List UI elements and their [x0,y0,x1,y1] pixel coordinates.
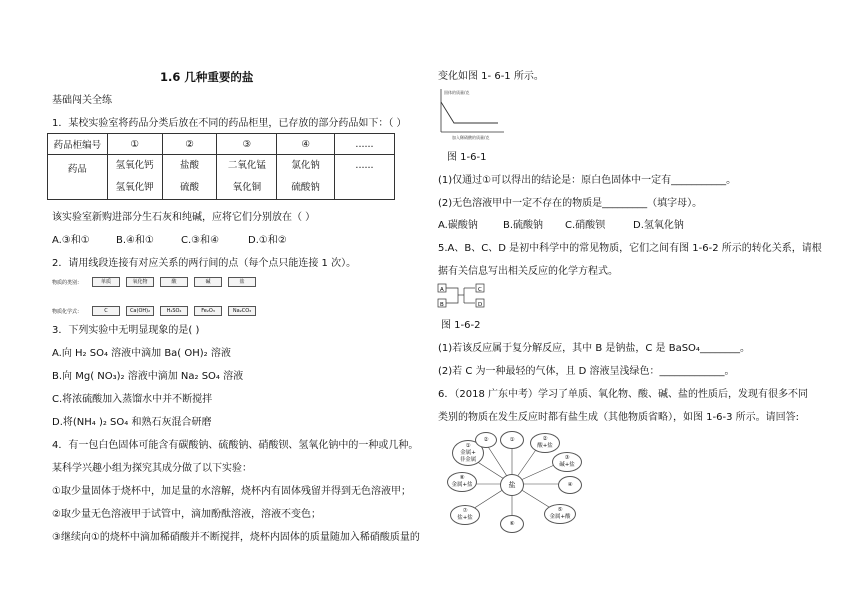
q5-line2: 据有关信息写出相关反应的化学方程式。 [438,266,618,277]
diagram-node: ⑧ 金属+盐 [447,472,477,492]
q5-stem: 5.A、B、C、D 是初中科学中的常见物质，它们之间有图 1-6-2 所示的转化关系，请根 [438,243,822,254]
figure-caption: 图 1-6-1 [447,152,487,163]
formula-box: H₂SO₄ [160,306,188,316]
q4-line2: 某科学兴趣小组为探究其成分做了以下实验： [52,463,252,474]
q4-subquestion: (2)无色溶液甲中一定不存在的物质是_________（填字母）。 [438,198,703,209]
q3-option: C.将浓硫酸加入蒸馏水中并不断搅拌 [52,394,213,405]
q4-step2: ②取少量无色溶液甲于试管中，滴加酚酞溶液，溶液不变色； [52,509,321,520]
q4-stem: 4．有一包白色固体可能含有碳酸钠、硫酸钠、硝酸钡、氢氧化钠中的一种或几种。 [52,440,419,451]
diagram-node: ⑦ 盐+盐 [450,505,480,525]
table-cell: 二氧化锰 氧化铜 [217,155,277,200]
table-header-cell: 药品柜编号 [48,134,108,155]
q5-subquestion: (2)若 C 为一种最轻的气体，且 D 溶液呈浅绿色：_____________。 [438,366,735,377]
table-header-cell: ③ [217,134,277,155]
category-box: 酸 [160,277,188,287]
letter-c: C [478,287,482,293]
letter-d: D [478,302,483,308]
q5-subquestion: (1)若该反应属于复分解反应，其中 B 是钠盐，C 是 BaSO₄________。 [438,343,750,354]
graph-y-label: 固体的质量/克 [444,90,470,95]
q6-line2: 类别的物质在发生反应时都有盐生成（其他物质省略），如图 1-6-3 所示。请回答: [438,412,800,423]
q4-step3: ③继续向①的烧杯中滴加稀硝酸并不断搅拌，烧杯内固体的质量随加入稀硝酸质量的 [52,532,420,543]
diagram-node: ④ [558,476,582,494]
category-box: 氧化物 [126,277,154,287]
formula-box: Ca(OH)₂ [126,306,154,316]
diagram-node: ① 金属+ 非金属 [452,440,484,466]
q1-option: D.①和② [248,235,287,246]
mass-graph [438,86,508,141]
q3-stem: 3．下列实验中无明显现象的是( ) [52,325,200,336]
q4-continuation: 变化如图 1- 6-1 所示。 [438,71,544,82]
section-heading: 基础闯关全练 [52,95,112,106]
q1-stem: 1．某校实验室将药品分类后放在不同的药品柜里，已存放的部分药品如下：（ ） [52,118,407,129]
q3-option: D.将(NH₄ )₂ SO₄ 和熟石灰混合研磨 [52,417,212,428]
q1-option: B.④和① [116,235,154,246]
center-salt-node: 盐 [500,474,524,496]
q4-subquestion: (1)仅通过①可以得出的结论是：原白色固体中一定有___________。 [438,175,737,186]
letter-a: A [440,287,444,293]
table-row-label: 药品 [48,155,108,200]
formula-row-label: 物质化学式： [52,308,83,315]
q4-option: B.硫酸钠 [503,220,544,231]
q4-option: C.硝酸钡 [565,220,606,231]
q4-option: A.碳酸钠 [438,220,478,231]
reactant-bracket [446,288,458,303]
category-box: 单质 [92,277,120,287]
formula-box: C [92,306,120,316]
category-box: 碱 [194,277,222,287]
table-cell: 氢氧化钙 氢氧化钾 [107,155,162,200]
graph-x-label: 加入稀硝酸的质量/克 [452,135,490,140]
q1-option: A.③和① [52,235,90,246]
q3-option: A.向 H₂ SO₄ 溶液中滴加 Ba( OH)₂ 溶液 [52,348,231,359]
table-cell: ...... [334,155,394,200]
figure-caption: 图 1-6-2 [441,320,481,331]
table-cell: 氯化钠 硫酸钠 [277,155,335,200]
q1-option: C.③和④ [181,235,220,246]
diagram-node: ② 酸+盐 [530,433,560,453]
q6-stem: 6．（2018 广东中考）学习了单质、氧化物、酸、碱、盐的性质后，发现有很多不同 [438,389,808,400]
diagram-node: ② [475,432,497,448]
table-header-cell: ① [107,134,162,155]
graph-curve [441,102,498,123]
diagram-node: ⑤ 金属+酸 [544,504,576,524]
reaction-diagram [436,282,488,310]
diagram-node: ① [500,431,524,449]
q1-followup: 该实验室新购进部分生石灰和纯碱，应将它们分别放在（ ） [52,212,316,223]
q4-step1: ①取少量固体于烧杯中，加足量的水溶解，烧杯内有固体残留并得到无色溶液甲； [52,486,411,497]
category-row-label: 物质的类别： [52,279,83,286]
category-box: 盐 [228,277,256,287]
table-header-cell: ...... [334,134,394,155]
formula-box: Na₂CO₃ [228,306,256,316]
reagent-cabinet-table [47,133,395,200]
diagram-node: ⑥ [500,515,524,533]
category-row [52,277,256,287]
table-header-cell: ④ [277,134,335,155]
page-title: 1.6 几种重要的盐 [160,70,254,84]
formula-box: Fe₂O₃ [194,306,222,316]
diagram-node: ③ 碱+盐 [552,452,582,472]
formula-row [52,306,256,316]
q2-stem: 2．请用线段连接有对应关系的两行间的点（每个点只能连接 1 次）。 [52,258,357,269]
q3-option: B.向 Mg( NO₃)₂ 溶液中滴加 Na₂ SO₄ 溶液 [52,371,244,382]
q4-option: D.氢氧化钠 [633,220,684,231]
table-cell: 盐酸 硫酸 [162,155,217,200]
table-header-cell: ② [162,134,217,155]
letter-b: B [440,302,444,308]
